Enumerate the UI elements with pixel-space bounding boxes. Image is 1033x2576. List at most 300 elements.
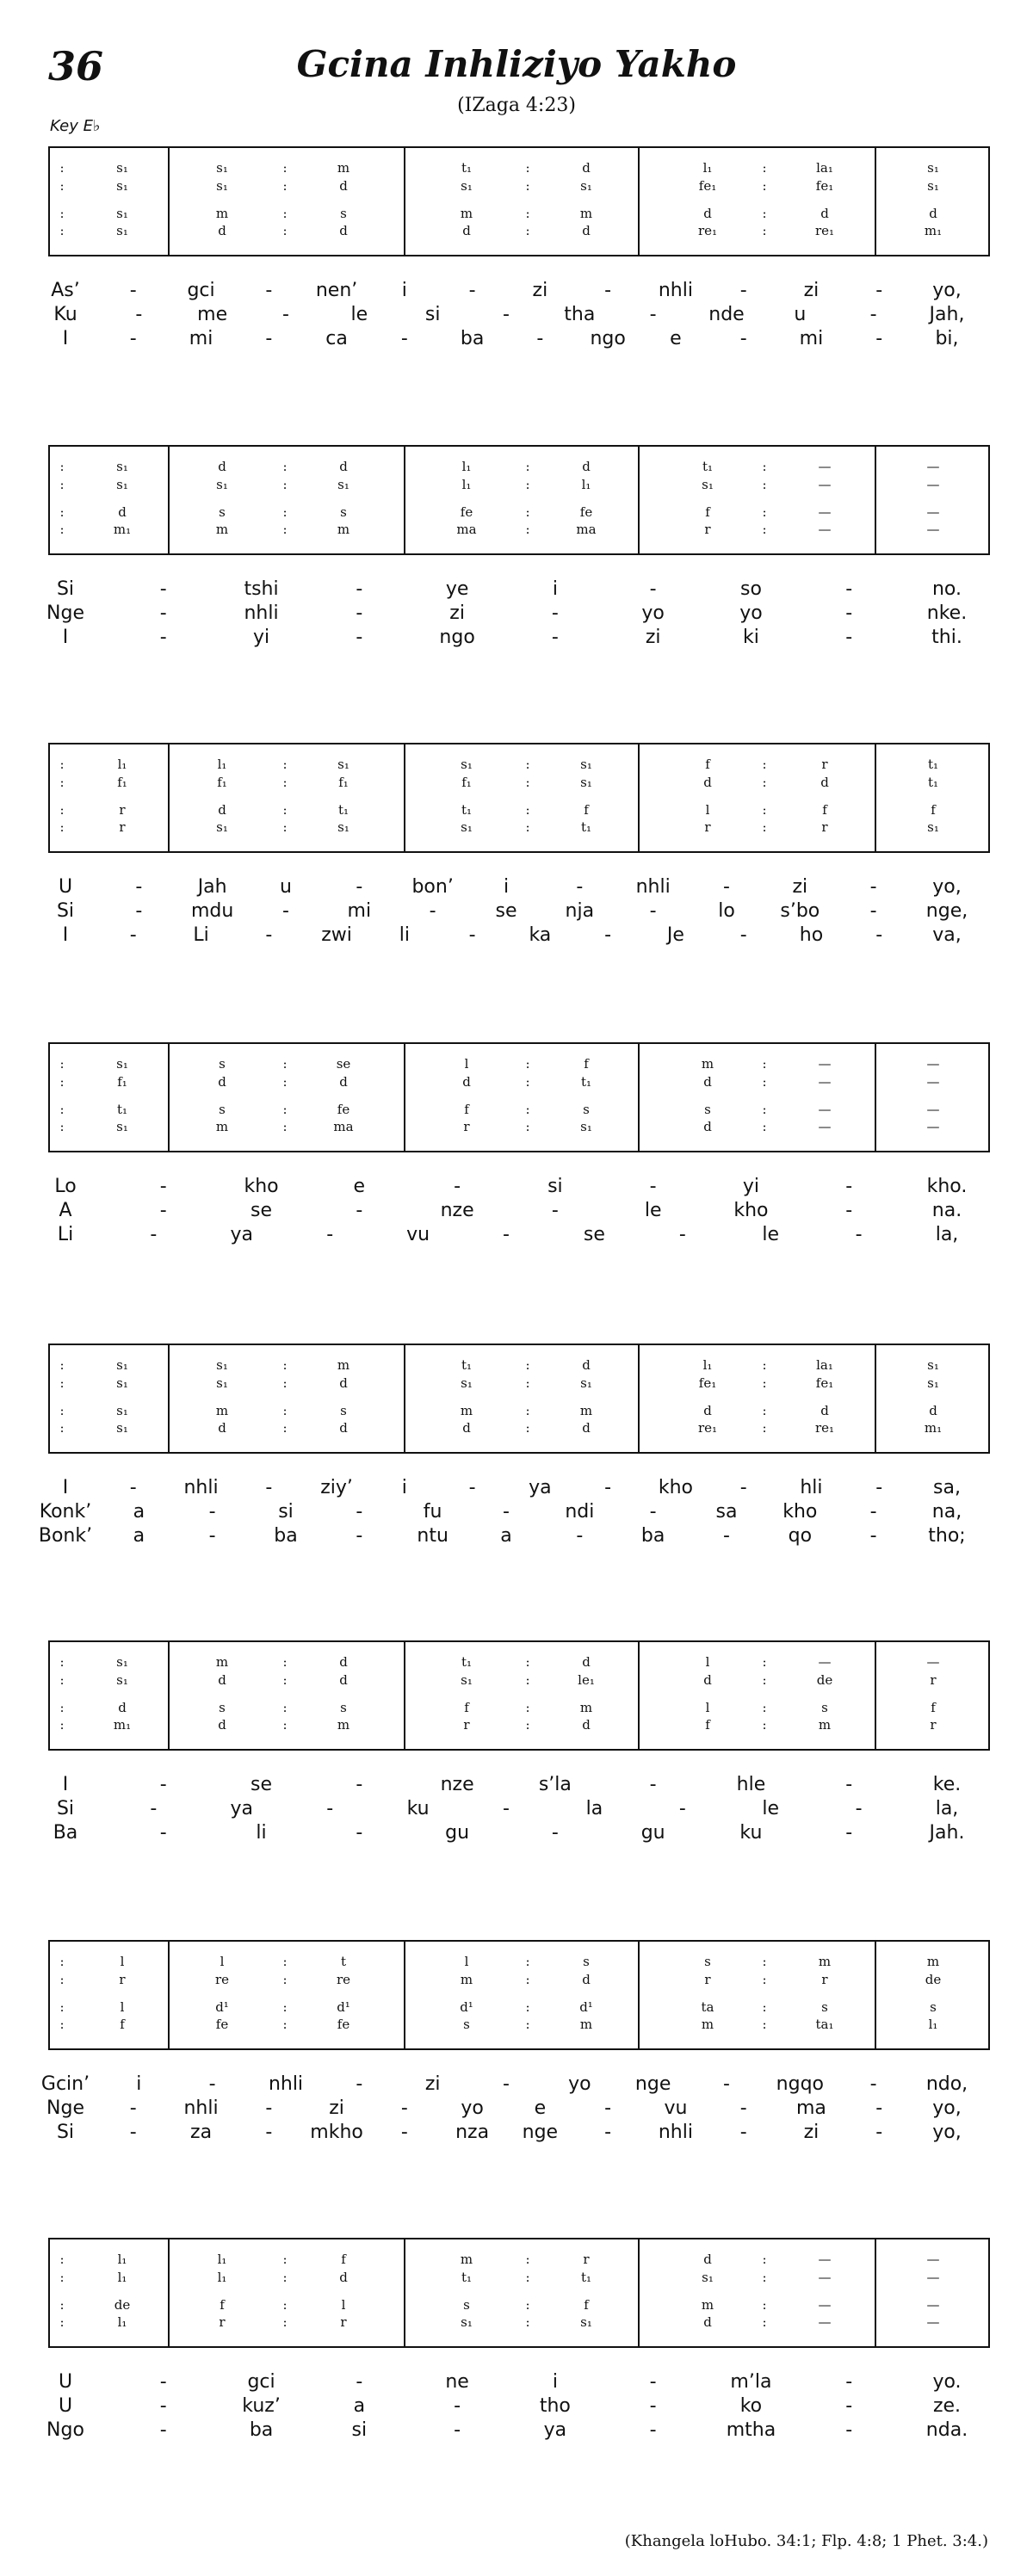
sol-fa-note: fe₁ xyxy=(815,178,834,194)
syllable-hyphen: - xyxy=(604,280,612,301)
lyric-syllable: nze xyxy=(440,1200,474,1221)
sol-fa-note: l xyxy=(705,802,710,818)
beat-separator: : xyxy=(525,178,530,194)
sol-fa-note: s₁ xyxy=(116,1056,128,1072)
lyric-syllable: si xyxy=(424,304,441,325)
lyric-syllable: nhli xyxy=(183,1477,219,1498)
sol-fa-note: s₁ xyxy=(927,1375,939,1391)
lyric-syllable: se xyxy=(495,900,517,922)
beat-separator: : xyxy=(282,1700,288,1715)
sol-fa-note: d xyxy=(339,223,348,238)
lyric-syllable: kho. xyxy=(926,1176,968,1197)
sol-fa-note: s₁ xyxy=(927,1357,939,1373)
beat-separator: : xyxy=(525,1119,530,1134)
lyric-syllable: za xyxy=(190,2122,213,2143)
lyric-syllable: I xyxy=(62,627,69,648)
syllable-hyphen: - xyxy=(678,1798,686,1819)
lyric-syllable: ko xyxy=(739,2395,763,2417)
beat-separator: : xyxy=(282,1999,288,2015)
lyric-syllable: Konk’ xyxy=(39,1501,92,1523)
lyric-syllable: ziy’ xyxy=(320,1477,353,1498)
syllable-hyphen: - xyxy=(468,924,476,946)
sol-fa-note: l₁ xyxy=(217,2270,227,2285)
sol-fa-note: s₁ xyxy=(116,160,128,176)
beat-separator: : xyxy=(762,160,767,176)
barline xyxy=(168,1942,170,2048)
syllable-hyphen: - xyxy=(282,900,289,922)
lyric-syllable: vu xyxy=(406,1224,430,1245)
sol-fa-note: d xyxy=(339,178,348,194)
sol-fa-note: s₁ xyxy=(580,775,592,790)
sol-fa-note: d xyxy=(582,1972,591,1987)
lyric-syllable: a xyxy=(353,2395,366,2417)
sol-fa-note: d xyxy=(462,223,471,238)
lyric-syllable: na, xyxy=(931,1501,962,1523)
sol-fa-note: t₁ xyxy=(116,1102,128,1117)
sol-fa-note: d¹ xyxy=(215,1999,229,2015)
sol-fa-note: r xyxy=(583,2252,590,2267)
sol-fa-note: t₁ xyxy=(580,2270,592,2285)
sol-fa-note: s₁ xyxy=(216,178,228,194)
sol-fa-note: m xyxy=(701,2017,714,2032)
sol-fa-note: m xyxy=(215,522,229,537)
sol-fa-note: f xyxy=(705,1717,710,1733)
sol-fa-note: s₁ xyxy=(337,819,349,835)
lyric-syllable: ka xyxy=(529,924,552,946)
sol-fa-note: s₁ xyxy=(461,1672,473,1688)
lyric-syllable: bi, xyxy=(935,328,959,349)
syllable-hyphen: - xyxy=(739,328,747,349)
sol-fa-note: s₁ xyxy=(116,1420,128,1436)
lyric-syllable: s’la xyxy=(538,1774,572,1795)
sol-fa-note: s xyxy=(340,1403,347,1418)
sol-fa-note: m xyxy=(818,1717,832,1733)
lyric-syllable: nza xyxy=(455,2122,490,2143)
sol-fa-note: r xyxy=(704,819,711,835)
sol-fa-note: d xyxy=(582,1357,591,1373)
lyric-syllable: zwi xyxy=(321,924,352,946)
sol-fa-note: f₁ xyxy=(338,775,349,790)
lyric-syllable: la xyxy=(585,1798,603,1819)
sol-fa-note: l₁ xyxy=(117,2252,127,2267)
sol-fa-note: s₁ xyxy=(216,1357,228,1373)
sol-fa-note: s₁ xyxy=(580,2314,592,2330)
sol-fa-note: m xyxy=(215,1654,229,1670)
lyric-syllable: nen’ xyxy=(315,280,358,301)
beat-separator: : xyxy=(59,504,65,520)
syllable-hyphen: - xyxy=(159,2371,167,2393)
sol-fa-note: f₁ xyxy=(117,775,127,790)
lyric-syllable: bon’ xyxy=(411,876,454,898)
beat-separator: : xyxy=(525,1954,530,1969)
sol-fa-note: m xyxy=(579,1700,593,1715)
beat-separator: : xyxy=(59,757,65,772)
syllable-hyphen: - xyxy=(845,2395,853,2417)
lyric-syllable: Ba xyxy=(53,1822,78,1844)
sol-fa-note: d xyxy=(703,1119,712,1134)
sol-fa-note: d xyxy=(462,1074,471,1090)
sol-fa-note: d xyxy=(218,1717,226,1733)
syllable-hyphen: - xyxy=(869,1501,877,1523)
beat-separator: : xyxy=(59,2017,65,2032)
lyric-syllable: i xyxy=(401,280,407,301)
key-signature: Key E♭ xyxy=(50,117,101,135)
lyric-syllable: li xyxy=(256,1822,267,1844)
lyric-syllable: kho xyxy=(244,1176,279,1197)
barline xyxy=(638,744,640,851)
lyric-syllable: yo, xyxy=(932,876,962,898)
syllable-hyphen: - xyxy=(576,1525,584,1547)
syllable-hyphen: - xyxy=(551,602,559,624)
lyric-syllable: li xyxy=(399,924,410,946)
sol-fa-note: d xyxy=(582,223,591,238)
syllable-hyphen: - xyxy=(723,876,730,898)
sol-fa-note: d xyxy=(820,775,829,790)
lyric-syllable: ye xyxy=(445,578,469,600)
sol-fa-note: — xyxy=(926,522,940,537)
barline xyxy=(404,1942,405,2048)
sol-fa-note: d xyxy=(339,2270,348,2285)
syllable-hyphen: - xyxy=(869,1525,877,1547)
sol-fa-note: l₁ xyxy=(702,160,713,176)
syllable-hyphen: - xyxy=(208,1525,216,1547)
lyric-syllable: yo, xyxy=(932,2122,962,2143)
sol-fa-note: ta xyxy=(701,1999,714,2015)
sol-fa-note: m xyxy=(337,160,350,176)
syllable-hyphen: - xyxy=(649,2419,657,2441)
beat-separator: : xyxy=(525,2252,530,2267)
beat-separator: : xyxy=(59,2270,65,2285)
page-number: 36 xyxy=(48,43,104,90)
lyric-syllable: Nge xyxy=(46,602,84,624)
syllable-hyphen: - xyxy=(326,1224,334,1245)
beat-separator: : xyxy=(525,1999,530,2015)
sol-fa-note: l₁ xyxy=(217,757,227,772)
lyric-syllable: Je xyxy=(666,924,684,946)
sol-fa-note: le₁ xyxy=(578,1672,595,1688)
beat-separator: : xyxy=(762,1700,767,1715)
beat-separator: : xyxy=(59,1672,65,1688)
beat-separator: : xyxy=(59,1654,65,1670)
sol-fa-note: s₁ xyxy=(116,1357,128,1373)
lyric-syllable: Li xyxy=(57,1224,74,1245)
lyric-syllable: yo. xyxy=(932,2371,962,2393)
sol-fa-note: — xyxy=(818,1074,832,1090)
beat-separator: : xyxy=(59,1717,65,1733)
lyric-syllable: si xyxy=(547,1176,563,1197)
lyric-syllable: kho xyxy=(658,1477,693,1498)
sol-fa-note: l xyxy=(120,1954,125,1969)
syllable-hyphen: - xyxy=(135,876,143,898)
syllable-hyphen: - xyxy=(576,876,584,898)
sol-fa-note: s xyxy=(340,206,347,221)
sol-fa-note: r xyxy=(463,1119,470,1134)
sol-fa-note: f xyxy=(931,1700,936,1715)
beat-separator: : xyxy=(282,1420,288,1436)
barline xyxy=(168,1642,170,1749)
score-system xyxy=(48,146,990,256)
lyric-syllable: le xyxy=(762,1224,780,1245)
lyric-syllable: zi xyxy=(532,280,548,301)
score-system xyxy=(48,2238,990,2348)
sol-fa-note: re₁ xyxy=(697,223,718,238)
syllable-hyphen: - xyxy=(649,304,657,325)
sol-fa-note: s₁ xyxy=(116,1654,128,1670)
sol-fa-note: d¹ xyxy=(579,1999,593,2015)
beat-separator: : xyxy=(762,522,767,537)
lyric-syllable: Ku xyxy=(53,304,77,325)
beat-separator: : xyxy=(525,1700,530,1715)
sol-fa-note: f xyxy=(220,2297,225,2313)
syllable-hyphen: - xyxy=(356,1525,363,1547)
beat-separator: : xyxy=(762,1999,767,2015)
sol-fa-note: f₁ xyxy=(117,1074,127,1090)
syllable-hyphen: - xyxy=(845,602,853,624)
sol-fa-note: fe xyxy=(460,504,473,520)
lyric-syllable: yo, xyxy=(932,2097,962,2119)
lyric-syllable: zi xyxy=(424,2073,441,2095)
sol-fa-note: d xyxy=(218,1420,226,1436)
lyric-syllable: ya xyxy=(230,1224,254,1245)
beat-separator: : xyxy=(762,2017,767,2032)
beat-separator: : xyxy=(59,1700,65,1715)
lyric-syllable: zi xyxy=(803,280,820,301)
sol-fa-note: l₁ xyxy=(928,2017,938,2032)
beat-separator: : xyxy=(282,206,288,221)
sol-fa-note: se xyxy=(336,1056,351,1072)
lyric-syllable: ho xyxy=(799,924,824,946)
syllable-hyphen: - xyxy=(429,900,436,922)
lyric-syllable: nde xyxy=(708,304,745,325)
sol-fa-note: de xyxy=(114,2297,131,2313)
beat-separator: : xyxy=(282,1102,288,1117)
syllable-hyphen: - xyxy=(129,1477,137,1498)
sol-fa-note: l xyxy=(120,1999,125,2015)
barline xyxy=(875,744,876,851)
sol-fa-note: t₁ xyxy=(580,1074,592,1090)
sol-fa-note: — xyxy=(818,522,832,537)
sol-fa-note: l₁ xyxy=(461,477,472,492)
sol-fa-note: s₁ xyxy=(337,757,349,772)
syllable-hyphen: - xyxy=(356,1774,363,1795)
syllable-hyphen: - xyxy=(208,1501,216,1523)
beat-separator: : xyxy=(525,206,530,221)
sol-fa-note: d xyxy=(703,2252,712,2267)
lyric-syllable: Li xyxy=(193,924,209,946)
beat-separator: : xyxy=(59,1420,65,1436)
syllable-hyphen: - xyxy=(159,1200,167,1221)
beat-separator: : xyxy=(762,504,767,520)
sol-fa-note: d xyxy=(582,459,591,474)
lyric-syllable: zi xyxy=(645,627,661,648)
sol-fa-note: — xyxy=(818,2314,832,2330)
barline xyxy=(638,1942,640,2048)
sol-fa-note: — xyxy=(818,2270,832,2285)
sol-fa-note: — xyxy=(926,2314,940,2330)
syllable-hyphen: - xyxy=(845,1822,853,1844)
lyric-syllable: a xyxy=(133,1501,145,1523)
sol-fa-note: d xyxy=(218,1672,226,1688)
syllable-hyphen: - xyxy=(739,2122,747,2143)
lyric-syllable: Si xyxy=(56,578,75,600)
beat-separator: : xyxy=(282,1056,288,1072)
sol-fa-note: f₁ xyxy=(461,775,472,790)
sol-fa-note: d xyxy=(218,223,226,238)
beat-separator: : xyxy=(525,477,530,492)
beat-separator: : xyxy=(525,802,530,818)
beat-separator: : xyxy=(59,2297,65,2313)
syllable-hyphen: - xyxy=(869,876,877,898)
syllable-hyphen: - xyxy=(739,1477,747,1498)
sol-fa-note: t₁ xyxy=(461,1357,473,1373)
beat-separator: : xyxy=(762,477,767,492)
beat-separator: : xyxy=(282,2252,288,2267)
lyric-syllable: Bonk’ xyxy=(38,1525,93,1547)
sol-fa-note: ta₁ xyxy=(815,2017,834,2032)
sol-fa-note: fe xyxy=(215,2017,229,2032)
barline xyxy=(875,1942,876,2048)
sol-fa-note: d xyxy=(582,1654,591,1670)
beat-separator: : xyxy=(762,2297,767,2313)
syllable-hyphen: - xyxy=(208,2073,216,2095)
lyric-syllable: nhli xyxy=(183,2097,219,2119)
lyric-syllable: gu xyxy=(640,1822,665,1844)
sol-fa-note: fe xyxy=(337,2017,350,2032)
beat-separator: : xyxy=(59,1954,65,1969)
lyric-syllable: lo xyxy=(718,900,735,922)
sol-fa-note: re₁ xyxy=(814,223,835,238)
score-system xyxy=(48,1640,990,1751)
syllable-hyphen: - xyxy=(845,1176,853,1197)
syllable-hyphen: - xyxy=(845,1774,853,1795)
syllable-hyphen: - xyxy=(503,1501,510,1523)
sol-fa-note: d xyxy=(339,1672,348,1688)
syllable-hyphen: - xyxy=(551,1822,559,1844)
sol-fa-note: m xyxy=(818,1954,832,1969)
syllable-hyphen: - xyxy=(875,328,883,349)
sol-fa-note: s₁ xyxy=(216,1375,228,1391)
sol-fa-note: l xyxy=(705,1700,710,1715)
sol-fa-note: s₁ xyxy=(580,178,592,194)
lyric-syllable: Lo xyxy=(54,1176,77,1197)
lyric-syllable: so xyxy=(739,578,762,600)
lyric-syllable: nge xyxy=(634,2073,671,2095)
sol-fa-note: d xyxy=(820,206,829,221)
lyric-syllable: nke. xyxy=(926,602,968,624)
syllable-hyphen: - xyxy=(604,1477,612,1498)
sol-fa-note: d xyxy=(218,1074,226,1090)
syllable-hyphen: - xyxy=(855,1798,863,1819)
syllable-hyphen: - xyxy=(129,2122,137,2143)
lyric-syllable: gci xyxy=(247,2371,275,2393)
sol-fa-note: f xyxy=(822,802,827,818)
sol-fa-note: t₁ xyxy=(927,775,939,790)
lyric-syllable: ya xyxy=(529,1477,552,1498)
sol-fa-note: ma xyxy=(456,522,477,537)
beat-separator: : xyxy=(525,522,530,537)
lyric-syllable: Si xyxy=(56,900,75,922)
sol-fa-note: l xyxy=(341,2297,346,2313)
barline xyxy=(168,447,170,553)
sol-fa-note: — xyxy=(818,1102,832,1117)
sol-fa-note: m₁ xyxy=(924,1420,943,1436)
beat-separator: : xyxy=(762,1654,767,1670)
sol-fa-note: — xyxy=(818,1056,832,1072)
lyric-syllable: u xyxy=(280,876,292,898)
barline xyxy=(875,447,876,553)
barline xyxy=(875,1044,876,1151)
beat-separator: : xyxy=(59,160,65,176)
sol-fa-note: l₁ xyxy=(117,2270,127,2285)
sol-fa-note: — xyxy=(818,2297,832,2313)
lyric-syllable: a xyxy=(133,1525,145,1547)
beat-separator: : xyxy=(282,1717,288,1733)
sol-fa-note: m xyxy=(337,1717,350,1733)
syllable-hyphen: - xyxy=(356,627,363,648)
beat-separator: : xyxy=(762,1954,767,1969)
lyric-syllable: nge, xyxy=(925,900,968,922)
beat-separator: : xyxy=(282,1954,288,1969)
score-system xyxy=(48,743,990,853)
sol-fa-note: s xyxy=(704,1954,711,1969)
sol-fa-note: d xyxy=(339,1074,348,1090)
lyric-syllable: U xyxy=(58,2395,73,2417)
sol-fa-note: d xyxy=(703,2314,712,2330)
sol-fa-note: f xyxy=(464,1700,469,1715)
sol-fa-note: — xyxy=(818,477,832,492)
syllable-hyphen: - xyxy=(356,602,363,624)
beat-separator: : xyxy=(525,2297,530,2313)
lyric-syllable: mi xyxy=(189,328,213,349)
sol-fa-note: s₁ xyxy=(216,477,228,492)
sol-fa-note: r xyxy=(119,819,126,835)
sol-fa-note: r xyxy=(119,802,126,818)
sol-fa-note: s xyxy=(583,1954,590,1969)
syllable-hyphen: - xyxy=(869,900,877,922)
sol-fa-note: s xyxy=(219,1056,226,1072)
syllable-hyphen: - xyxy=(536,328,544,349)
lyric-syllable: se xyxy=(583,1224,605,1245)
sol-fa-note: s₁ xyxy=(461,757,473,772)
syllable-hyphen: - xyxy=(875,2097,883,2119)
sol-fa-note: — xyxy=(926,2297,940,2313)
beat-separator: : xyxy=(762,2270,767,2285)
lyric-syllable: la, xyxy=(935,1224,959,1245)
syllable-hyphen: - xyxy=(845,578,853,600)
beat-separator: : xyxy=(762,1074,767,1090)
beat-separator: : xyxy=(525,1102,530,1117)
sol-fa-note: s xyxy=(821,1700,828,1715)
barline xyxy=(404,1345,405,1452)
lyric-syllable: se xyxy=(251,1200,273,1221)
beat-separator: : xyxy=(59,2252,65,2267)
lyric-syllable: nhli xyxy=(268,2073,304,2095)
syllable-hyphen: - xyxy=(326,1798,334,1819)
lyric-syllable: Nge xyxy=(46,2097,84,2119)
barline xyxy=(168,148,170,255)
beat-separator: : xyxy=(762,757,767,772)
beat-separator: : xyxy=(762,2314,767,2330)
lyric-syllable: i xyxy=(401,1477,407,1498)
sol-fa-note: d xyxy=(582,1717,591,1733)
lyric-syllable: si xyxy=(351,2419,368,2441)
lyric-syllable: ndi xyxy=(565,1501,595,1523)
sol-fa-note: m xyxy=(579,1403,593,1418)
syllable-hyphen: - xyxy=(723,1525,730,1547)
syllable-hyphen: - xyxy=(135,900,143,922)
sol-fa-note: s₁ xyxy=(927,178,939,194)
syllable-hyphen: - xyxy=(159,1176,167,1197)
